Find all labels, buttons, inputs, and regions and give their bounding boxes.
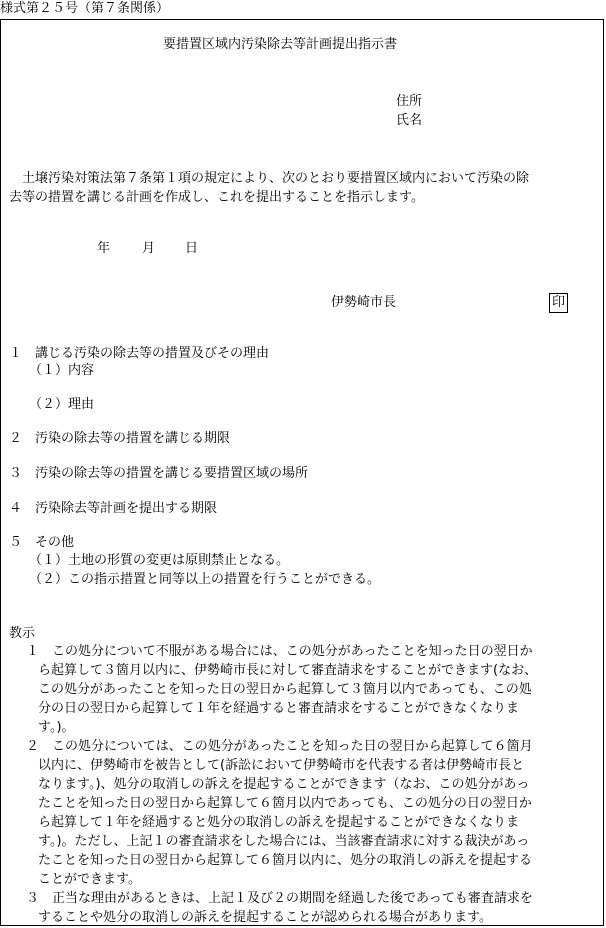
notice-line: この処分があったことを知った日の翌日から起算して３箇月以内であっても、この処 [38,682,532,697]
notice-line: なります。)、処分の取消しの訴えを提起することができます（なお、この処分があっ [38,777,530,792]
item-5: ５ その他 [9,535,75,550]
notice-paragraph-2 [26,737,533,889]
notice-line: たことを知った日の翌日から起算して６箇月以内に、処分の取消しの訴えを提起する [38,853,533,868]
notice-line: ことができます。 [38,872,141,887]
notice-paragraph-1 [26,642,537,737]
notice-line: たことを知った日の翌日から起算して６箇月以内であっても、この処分の日の翌日か [38,796,532,811]
seal-mark: 印 [549,293,568,313]
notice-line: 分の日の翌日から起算して１年を経過すると審査請求をすることができなくなりま [38,701,520,716]
item-2: ２ 汚染の除去等の措置を講じる期限 [9,431,231,446]
item-5-sub-1: （１）土地の形質の変更は原則禁止となる。 [29,553,290,568]
item-1-sub-1: （１）内容 [29,363,95,378]
notice-line: 以内に、伊勢崎市を被告として(訴訟において伊勢崎市を代表する者は伊勢崎市長と [38,758,525,773]
form-number: 様式第２５号（第７条関係） [0,1,170,16]
notice-line: ３ 正当な理由があるときは、上記１及び２の期間を経過した後であっても審査請求を [26,891,533,906]
body-line: 土壌汚染対策法第７条第１項の規定により、次のとおり要措置区域内において汚染の除 [9,171,530,186]
issuer-name: 伊勢崎市長 [331,295,397,310]
notice-line: ２ この処分については、この処分があったことを知った日の翌日から起算して６箇月 [26,739,533,754]
notice-line: ら起算して１年を経過すると処分の取消しの訴えを提起することができなくなりま [38,815,520,830]
date-day: 日 [185,241,199,256]
body-line: 去等の措置を講じる計画を作成し、これを提出することを指示します。 [9,190,424,205]
item-1: １ 講じる汚染の除去等の措置及びその理由 [9,346,270,361]
address-label: 住所 [396,94,423,109]
notice-line: することや処分の取消しの訴えを提起することが認められる場合があります。 [38,910,492,925]
notice-line: す。)。 [38,720,75,735]
document-title: 要措置区域内汚染除去等計画提出指示書 [163,37,398,52]
notice-line: １ この処分について不服がある場合には、この処分があったことを知った日の翌日か [26,644,533,659]
instruction-body [9,169,529,207]
name-label: 氏名 [396,113,423,128]
item-5-sub-2: （２）この指示措置と同等以上の措置を行うことができる。 [29,572,381,587]
notice-line: す。)。ただし、上記１の審査請求をした場合には、当該審査請求に対する裁決があっ [38,834,530,849]
item-4: ４ 汚染除去等計画を提出する期限 [9,501,218,516]
date-month: 月 [142,241,156,256]
date-year: 年 [97,241,111,256]
item-3: ３ 汚染の除去等の措置を講じる要措置区域の場所 [9,466,309,481]
item-1-sub-2: （２）理由 [29,397,95,412]
notice-paragraph-3 [26,889,533,927]
notice-heading: 教示 [9,626,36,641]
notice-line: ら起算して３箇月以内に、伊勢崎市長に対して審査請求をすることができます(なお、 [38,663,538,678]
